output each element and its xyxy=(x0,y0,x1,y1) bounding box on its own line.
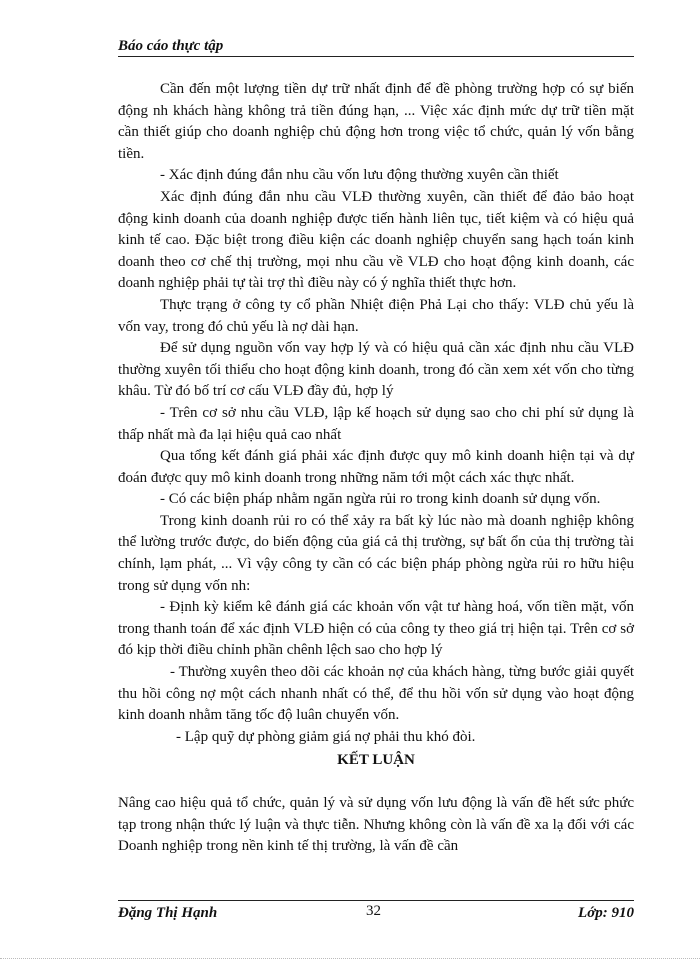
bullet-paragraph: - Trên cơ sở nhu cầu VLĐ, lập kế hoạch sử dụng sao cho chi phí sử dụng là thấp nhất mà đa lại hiệu quả cao nhất xyxy=(118,404,634,443)
paragraph: Để sử dụng nguồn vốn vay hợp lý và có hiệu quả cần xác định nhu cầu VLĐ thường xuyên tối thiểu cho hoạt động kinh doanh, trong đó cần xem xét vốn cho từng khâu. Từ đó bố trí cơ cấu VLĐ đầy đủ, hợp lý xyxy=(118,340,634,400)
footer-author: Đặng Thị Hạnh xyxy=(118,905,218,921)
page-number: 32 xyxy=(366,903,381,919)
paragraph: Trong kinh doanh rủi ro có thể xảy ra bất kỳ lúc nào mà doanh nghiệp không thể lường trước được, do biến động của giá cả thị trường, sự bất ổn của thị trường tài chính, lạm phát, ... Vì vậy công ty cần có các biện pháp phòng ngừa rủi ro hữu hiệu trong sử dụng vốn nh: xyxy=(118,512,634,594)
bullet-paragraph: - Định kỳ kiểm kê đánh giá các khoản vốn vật tư hàng hoá, vốn tiền mặt, vốn trong thanh toán để xác định VLĐ hiện có của công ty theo giá trị hiện tại. Trên cơ sở đó kịp thời điều chỉnh phần chênh lệch sao cho hợp lý xyxy=(118,599,634,659)
bullet-paragraph: - Xác định đúng đắn nhu cầu vốn lưu động thường xuyên cần thiết xyxy=(160,167,559,184)
document-body xyxy=(118,79,634,748)
bullet-paragraph: - Thường xuyên theo dõi các khoản nợ của khách hàng, từng bước giải quyết thu hồi công nợ một cách nhanh nhất có thể, để thu hồi vốn sử dụng vào hoạt động kinh doanh nhằm tăng tốc độ luân chuyển vốn. xyxy=(118,664,634,724)
footer-class: Lớp: 910 xyxy=(578,905,634,921)
paragraph: Qua tổng kết đánh giá phải xác định được quy mô kinh doanh hiện tại và dự đoán được quy mô kinh doanh trong những năm tới một cách xác thực nhất. xyxy=(118,448,634,486)
page-bottom-divider xyxy=(0,958,700,959)
page-footer xyxy=(118,900,634,923)
paragraph: Xác định đúng đắn nhu cầu VLĐ thường xuyên, cần thiết để đảo bảo hoạt động kinh doanh của doanh nghiệp được tiến hành liên tục, tiết kiệm và có hiệu quả kinh tế cao. Đặc biệt trong điều kiện các doanh nghiệp chuyển sang hạch toán kinh doanh theo cơ chế thị trường, mọi nhu cầu về VLĐ cho hoạt động kinh doanh, các doanh nghiệp phải tự tài trợ thì điều này có ý nghĩa thiết thực hơn. xyxy=(118,188,634,292)
bullet-paragraph: - Lập quỹ dự phòng giảm giá nợ phải thu khó đòi. xyxy=(176,728,476,745)
paragraph: Thực trạng ở công ty cổ phần Nhiệt điện Phả Lại cho thấy: VLĐ chủ yếu là vốn vay, trong đó chủ yếu là nợ dài hạn. xyxy=(118,296,634,335)
conclusion-heading: KẾT LUẬN xyxy=(337,752,415,768)
bullet-paragraph: - Có các biện pháp nhằm ngăn ngừa rủi ro trong kinh doanh sử dụng vốn. xyxy=(160,491,601,508)
conclusion-paragraph: Nâng cao hiệu quả tổ chức, quản lý và sử dụng vốn lưu động là vấn đề hết sức phức tạp trong nhận thức lý luận và thực tiễn. Nhưng không còn là vấn đề xa lạ đối với các Doanh nghiệp trong nền kinh tế thị trường, là vấn đề cần xyxy=(118,795,634,855)
paragraph: Cần đến một lượng tiền dự trữ nhất định để đề phòng trường hợp có sự biến động nh khách hàng không trả tiền đúng hạn, ... Việc xác định mức dự trữ tiền mặt cần thiết giúp cho doanh nghiệp chủ động hơn trong việc tổ chức, quản lý vốn bằng tiền. xyxy=(118,81,634,162)
page-header xyxy=(118,38,634,57)
header-title: Báo cáo thực tập xyxy=(118,38,224,54)
conclusion-body xyxy=(118,793,634,858)
